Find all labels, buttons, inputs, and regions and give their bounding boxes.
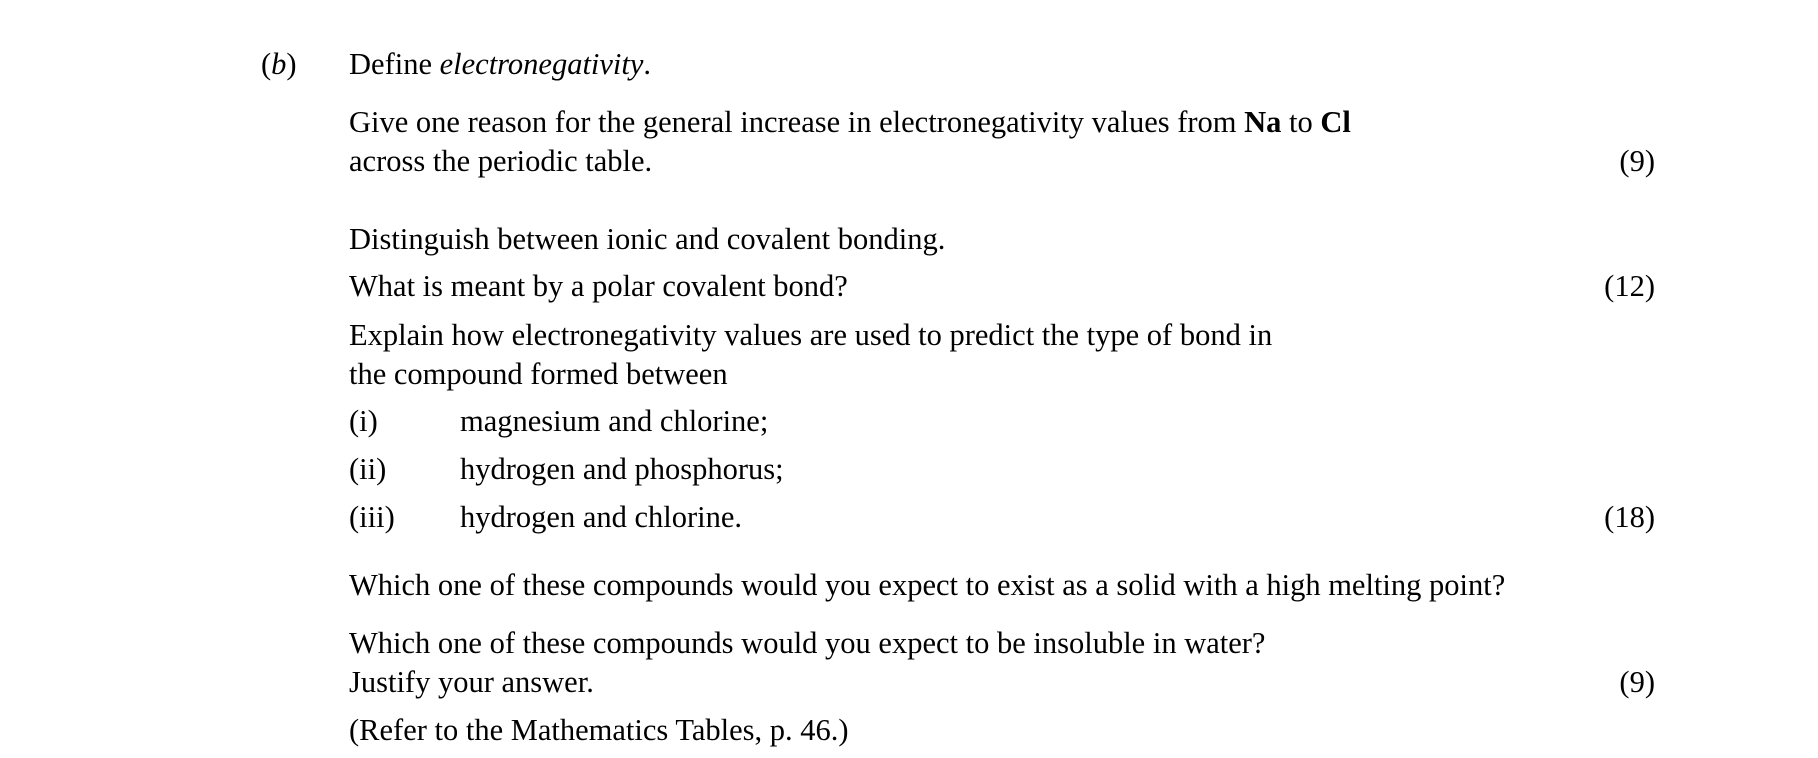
reason-line-1: Give one reason for the general increase in electronegativity values from Na to Cl bbox=[349, 105, 1351, 139]
element-na: Na bbox=[1244, 105, 1282, 139]
solid-question: Which one of these compounds would you expect to exist as a solid with a high melting point? bbox=[349, 568, 1506, 602]
reference-note: (Refer to the Mathematics Tables, p. 46.) bbox=[349, 713, 849, 747]
mark-12: (12) bbox=[1604, 269, 1655, 303]
justify-line: Justify your answer. bbox=[349, 665, 594, 699]
mark-18: (18) bbox=[1604, 500, 1655, 534]
item-text-i: magnesium and chlorine; bbox=[460, 404, 769, 438]
insoluble-question: Which one of these compounds would you expect to be insoluble in water? bbox=[349, 626, 1266, 660]
item-number-ii: (ii) bbox=[349, 452, 387, 486]
define-line: Define electronegativity. bbox=[349, 47, 652, 81]
explain-line-1: Explain how electronegativity values are used to predict the type of bond in bbox=[349, 318, 1273, 352]
part-label: (b) bbox=[261, 47, 297, 81]
polar-question: What is meant by a polar covalent bond? bbox=[349, 269, 848, 303]
reason-line-2: across the periodic table. bbox=[349, 144, 653, 178]
item-text-ii: hydrogen and phosphorus; bbox=[460, 452, 784, 486]
mark-9-first: (9) bbox=[1619, 144, 1655, 178]
item-text-iii: hydrogen and chlorine. bbox=[460, 500, 743, 534]
item-number-i: (i) bbox=[349, 404, 378, 438]
explain-line-2: the compound formed between bbox=[349, 357, 728, 391]
define-term: electronegativity bbox=[439, 47, 644, 81]
part-letter: b bbox=[271, 47, 287, 81]
distinguish-line: Distinguish between ionic and covalent bonding. bbox=[349, 222, 946, 256]
item-number-iii: (iii) bbox=[349, 500, 395, 534]
element-cl: Cl bbox=[1320, 105, 1351, 139]
mark-9-second: (9) bbox=[1619, 665, 1655, 699]
